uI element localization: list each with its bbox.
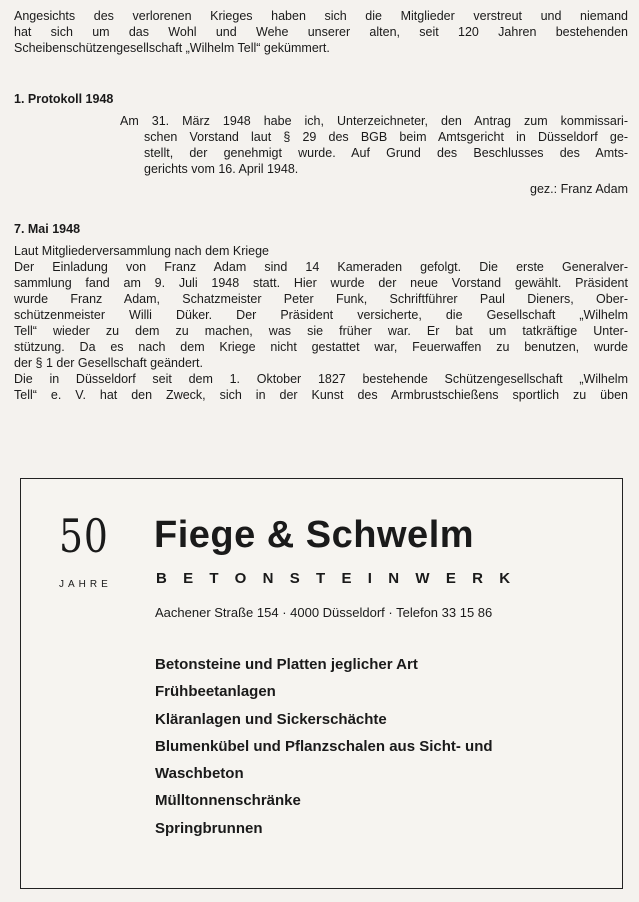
text-line: Scheibenschützengesellschaft „Wilhelm Tell“ gekümmert. xyxy=(14,41,330,55)
product-item: Blumenkübel und Pflanzschalen aus Sicht- und xyxy=(155,737,493,755)
text-line: schen Vorstand laut § 29 des BGB beim Amtsgericht in Düsseldorf ge- xyxy=(144,130,628,144)
text-line: gerichts vom 16. April 1948. xyxy=(144,162,299,176)
product-item: Kläranlagen und Sickerschächte xyxy=(155,710,387,728)
text-line: Tell“ e. V. hat den Zweck, sich in der Kunst des Armbrustschießens sportlich zu üben xyxy=(14,388,628,402)
text-line: wurde Franz Adam, Schatzmeister Peter Funk, Schriftführer Paul Dieners, Ober- xyxy=(14,292,628,306)
text-line: Angesichts des verlorenen Krieges haben sich die Mitglieder verstreut und niemand xyxy=(14,9,628,23)
text-line: stellt, der genehmigt wurde. Auf Grund des Beschlusses des Amts- xyxy=(144,146,628,160)
company-subtitle: BETONSTEINWERK xyxy=(156,570,527,587)
intro-paragraph xyxy=(14,8,628,56)
section-heading-protokoll: 1. Protokoll 1948 xyxy=(14,92,114,106)
text-line: Die in Düsseldorf seit dem 1. Oktober 1827 bestehende Schützengesellschaft „Wilhelm xyxy=(14,372,628,386)
text-line: der § 1 der Gesellschaft geändert. xyxy=(14,356,204,370)
product-item: Mülltonnenschränke xyxy=(155,792,301,810)
company-address: Aachener Straße 154 · 4000 Düsseldorf · Telefon 33 15 86 xyxy=(155,605,493,620)
text-line: sammlung fand am 9. Juli 1948 statt. Hier wurde der neue Vorstand gewählt. Präsident xyxy=(14,276,628,290)
text-line: schützenmeister Willi Düker. Der Präsident versicherte, die Gesellschaft „Wilhelm xyxy=(14,308,628,322)
section-heading-date: 7. Mai 1948 xyxy=(14,222,81,236)
product-item: Springbrunnen xyxy=(155,819,263,837)
text-line: Der Einladung von Franz Adam sind 14 Kameraden gefolgt. Die erste Generalver- xyxy=(14,260,628,274)
product-item: Betonsteine und Platten jeglicher Art xyxy=(155,656,418,673)
advertisement-box xyxy=(20,478,623,889)
anniversary-number: 50 xyxy=(59,509,109,563)
minutes-paragraph xyxy=(14,243,628,403)
text-line: Tell“ wieder zu dem zu machen, was sie früher war. Er bat um tatkräftige Unter- xyxy=(14,324,628,338)
text-line: stützung. Da es nach dem Kriege nicht gestattet war, Feuerwaffen zu benutzen, wurde xyxy=(14,340,628,354)
product-item: Frühbeetanlagen xyxy=(155,683,276,701)
product-item: Waschbeton xyxy=(155,765,244,783)
anniversary-label: JAHRE xyxy=(59,579,112,590)
text-line: Am 31. März 1948 habe ich, Unterzeichneter, den Antrag zum kommissari- xyxy=(120,114,628,128)
company-name: Fiege & Schwelm xyxy=(154,514,475,556)
text-line: Laut Mitgliederversammlung nach dem Kriege xyxy=(14,244,269,258)
product-list xyxy=(155,651,493,842)
text-line: hat sich um das Wohl und Wehe unserer alten, seit 120 Jahren bestehenden xyxy=(14,25,628,39)
protokoll-paragraph xyxy=(120,113,628,177)
signature: gez.: Franz Adam xyxy=(530,182,628,196)
